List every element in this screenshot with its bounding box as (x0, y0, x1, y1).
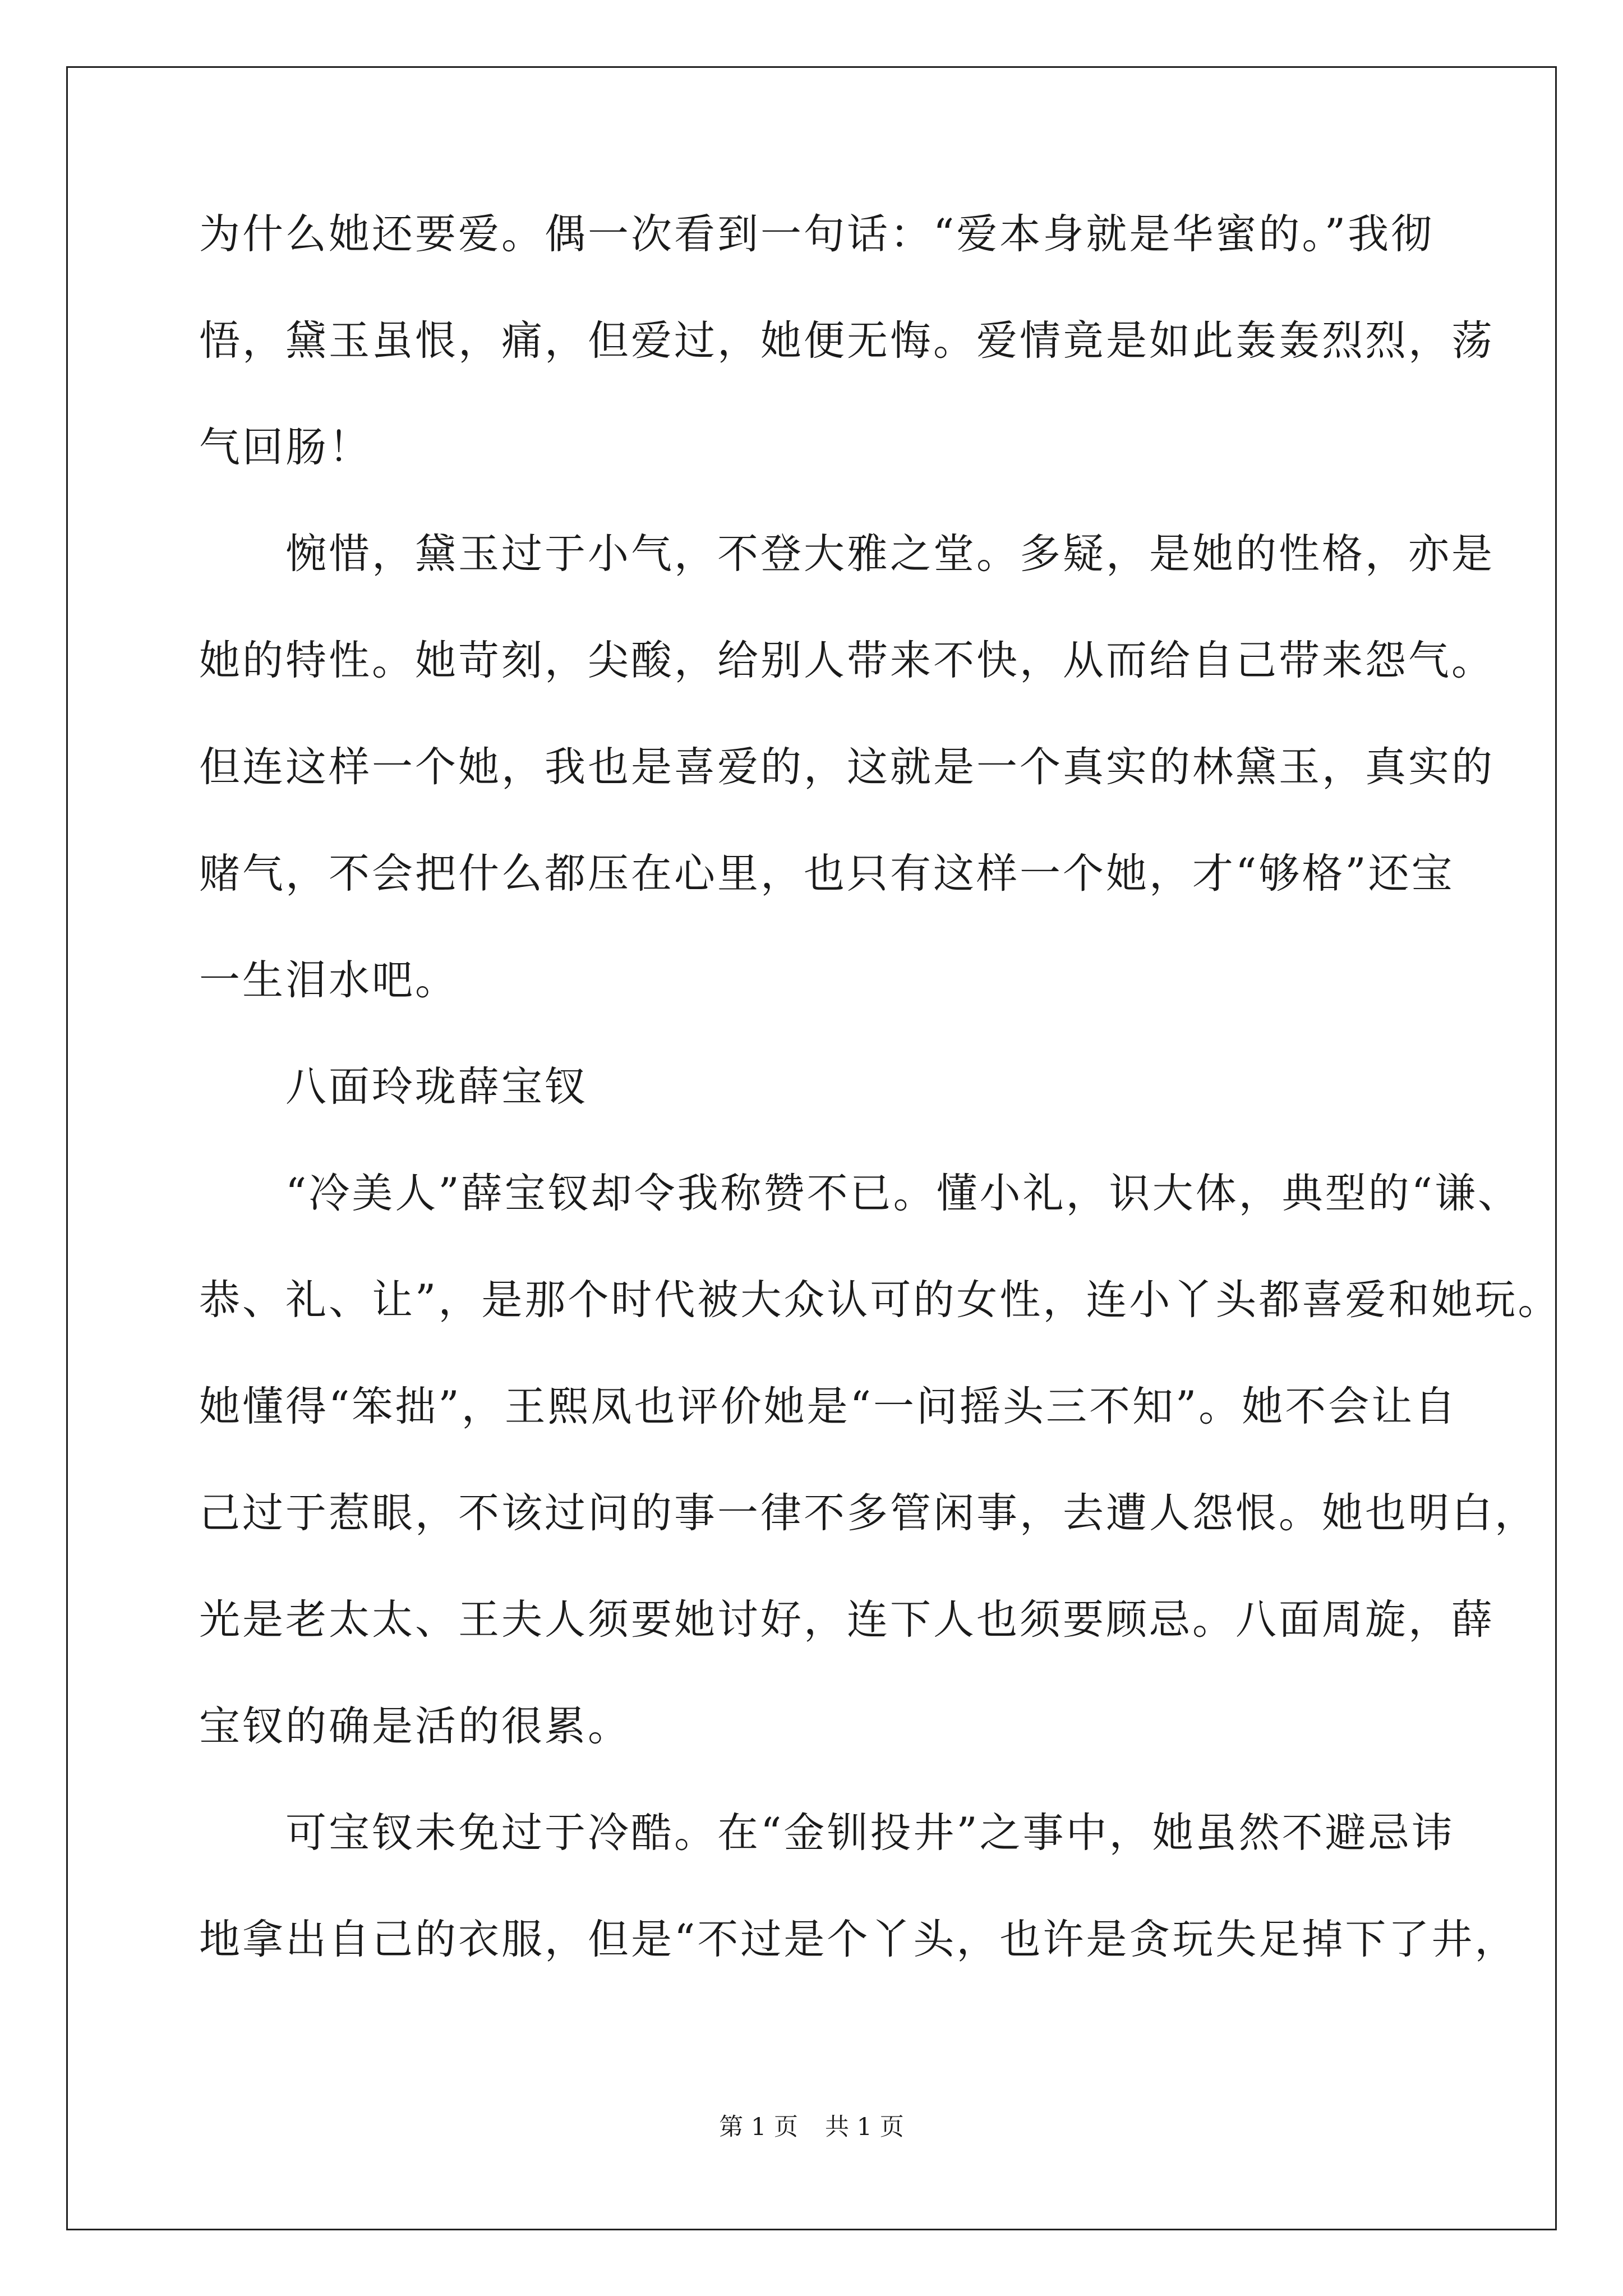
text-line: 地拿出自己的衣服，但是“不过是个丫头，也许是贪玩失足掉下了井， (199, 1916, 1518, 1963)
text-line: 惋惜，黛玉过于小气，不登大雅之堂。多疑，是她的性格，亦是 (199, 530, 1495, 578)
page-total: 共 1 页 (825, 2113, 904, 2141)
text-line: 为什么她还要爱。偶一次看到一句话：“爱本身就是华蜜的。”我彻 (199, 210, 1435, 258)
text-line: 恭、礼、让”，是那个时代被大众认可的女性，连小丫头都喜爱和她玩。 (199, 1276, 1561, 1324)
document-body (199, 208, 1561, 2019)
text-line: 她懂得“笨拙”，王熙凤也评价她是“一问摇头三不知”。她不会让自 (199, 1383, 1458, 1430)
text-line: 她的特性。她苛刻，尖酸，给别人带来不快，从而给自己带来怨气。 (199, 637, 1495, 684)
text-line: 可宝钗未免过于冷酷。在“金钏投井”之事中，她虽然不避忌讳 (199, 1809, 1455, 1857)
text-line: 光是老太太、王夫人须要她讨好，连下人也须要顾忌。八面周旋，薛 (199, 1596, 1495, 1644)
text-line: 宝钗的确是活的很累。 (199, 1703, 631, 1750)
text-line: 但连这样一个她，我也是喜爱的，这就是一个真实的林黛玉，真实的 (199, 743, 1495, 791)
text-line: 赌气，不会把什么都压在心里，也只有这样一个她，才“够格”还宝 (199, 850, 1455, 898)
section-heading: 八面玲珑薛宝钗 (199, 1063, 588, 1111)
text-line: 己过于惹眼，不该过问的事一律不多管闲事，去遭人怨恨。她也明白， (199, 1489, 1538, 1537)
text-line: “冷美人”薛宝钗却令我称赞不已。懂小礼，识大体，典型的“谦、 (199, 1170, 1521, 1217)
text-line: 气回肠！ (199, 424, 372, 471)
page-number: 第 1 页 (719, 2113, 798, 2141)
page-footer (0, 2110, 1623, 2144)
text-line: 悟，黛玉虽恨，痛，但爱过，她便无悔。爱情竟是如此轰轰烈烈，荡 (199, 317, 1495, 365)
text-line: 一生泪水吧。 (199, 956, 458, 1004)
